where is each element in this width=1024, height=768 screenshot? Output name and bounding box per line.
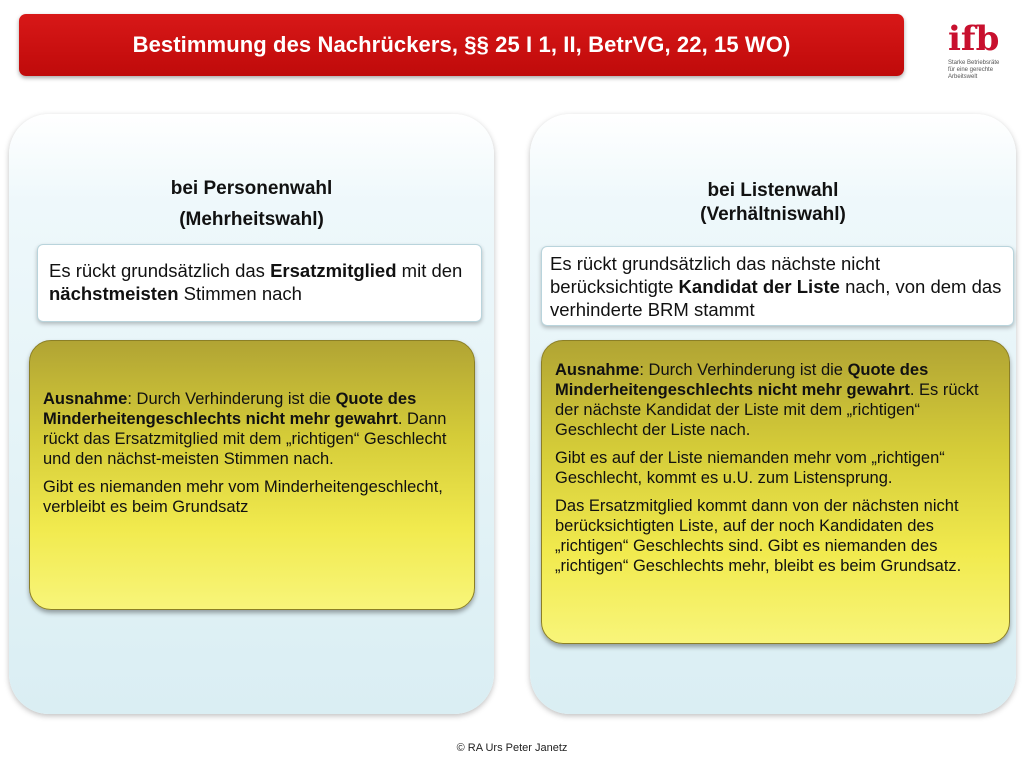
logo-letter: f <box>960 19 976 59</box>
exception-paragraph <box>555 496 999 576</box>
text-segment: Stimmen nach <box>178 283 302 304</box>
text-segment: Das Ersatzmitglied kommt dann von der nächsten nicht berücksichtigten Liste, auf der noch Kandidaten des „richtigen“ Geschlechts sind. Gibt es niemanden des „richtigen“ Geschlechts mehr, bleibt es beim Grundsatz. <box>555 497 962 575</box>
exception-paragraph <box>43 477 462 517</box>
logo-tagline-line: für eine gerechte <box>948 67 994 73</box>
text-segment: Es rückt grundsätzlich das <box>49 260 271 281</box>
text-segment: . Dann rückt das Ersatzmitglied mit dem „richtigen“ Geschlecht und den nächst-meisten Stimmen nach. <box>43 410 447 468</box>
text-segment: Gibt es niemanden mehr vom Minderheitengeschlecht, verbleibt es beim Grundsatz <box>43 478 443 516</box>
logo-tagline-line: Arbeitswelt <box>948 74 978 80</box>
logo-tagline-line: Starke Betriebsräte <box>948 60 1000 66</box>
text-segment: Gibt es auf der Liste niemanden mehr vom „richtigen“ Geschlecht, kommt es u.U. zum Listensprung. <box>555 449 945 487</box>
panel-heading: bei Personenwahl <box>170 178 333 199</box>
text-segment: nach, von dem das verhinderte BRM stammt <box>550 276 1002 320</box>
title-bar <box>19 14 904 76</box>
page-title: Bestimmung des Nachrückers, §§ 25 I 1, II, BetrVG, 22, 15 WO) <box>132 32 791 57</box>
rule-box <box>37 244 482 322</box>
bold-text: Quote des Minderheitengeschlechts nicht mehr gewahrt <box>555 361 929 399</box>
exception-paragraph <box>555 448 999 488</box>
text-segment: : Durch Verhinderung ist die <box>639 361 848 379</box>
exception-paragraph <box>555 360 999 440</box>
personenwahl-panel <box>9 114 494 714</box>
logo-tagline <box>948 60 1010 81</box>
text-segment: Es rückt grundsätzlich das nächste nicht berücksichtigte <box>550 253 881 297</box>
panel-subheading: (Verhältniswahl) <box>700 204 846 225</box>
text-segment: . Es rückt der nächste Kandidat der Liste mit dem „richtigen“ Geschlecht der Liste nach. <box>555 381 979 439</box>
exception-box <box>541 340 1010 644</box>
exception-paragraph <box>43 389 462 469</box>
rule-text <box>49 259 471 305</box>
logo-letter: i <box>948 19 961 59</box>
bold-text: Ausnahme <box>43 390 128 408</box>
logo-letter: b <box>975 19 1000 59</box>
panel-subheading: (Mehrheitswahl) <box>179 209 324 230</box>
text-segment: mit den <box>396 260 463 281</box>
bold-text: nächstmeisten <box>49 283 179 304</box>
panel-heading: bei Listenwahl <box>707 180 839 201</box>
bold-text: Ausnahme <box>555 361 640 379</box>
footer-copyright: © RA Urs Peter Janetz <box>456 742 568 754</box>
exception-box <box>29 340 475 610</box>
ifb-logo <box>948 19 1008 92</box>
rule-text <box>550 252 1005 321</box>
listenwahl-panel <box>530 114 1016 714</box>
bold-text: Ersatzmitglied <box>270 260 397 281</box>
bold-text: Quote des Minderheitengeschlechts nicht mehr gewahrt <box>43 390 417 428</box>
text-segment: : Durch Verhinderung ist die <box>127 390 336 408</box>
bold-text: Kandidat der Liste <box>678 276 840 297</box>
logo-mark <box>948 19 1008 59</box>
rule-box <box>541 246 1014 326</box>
